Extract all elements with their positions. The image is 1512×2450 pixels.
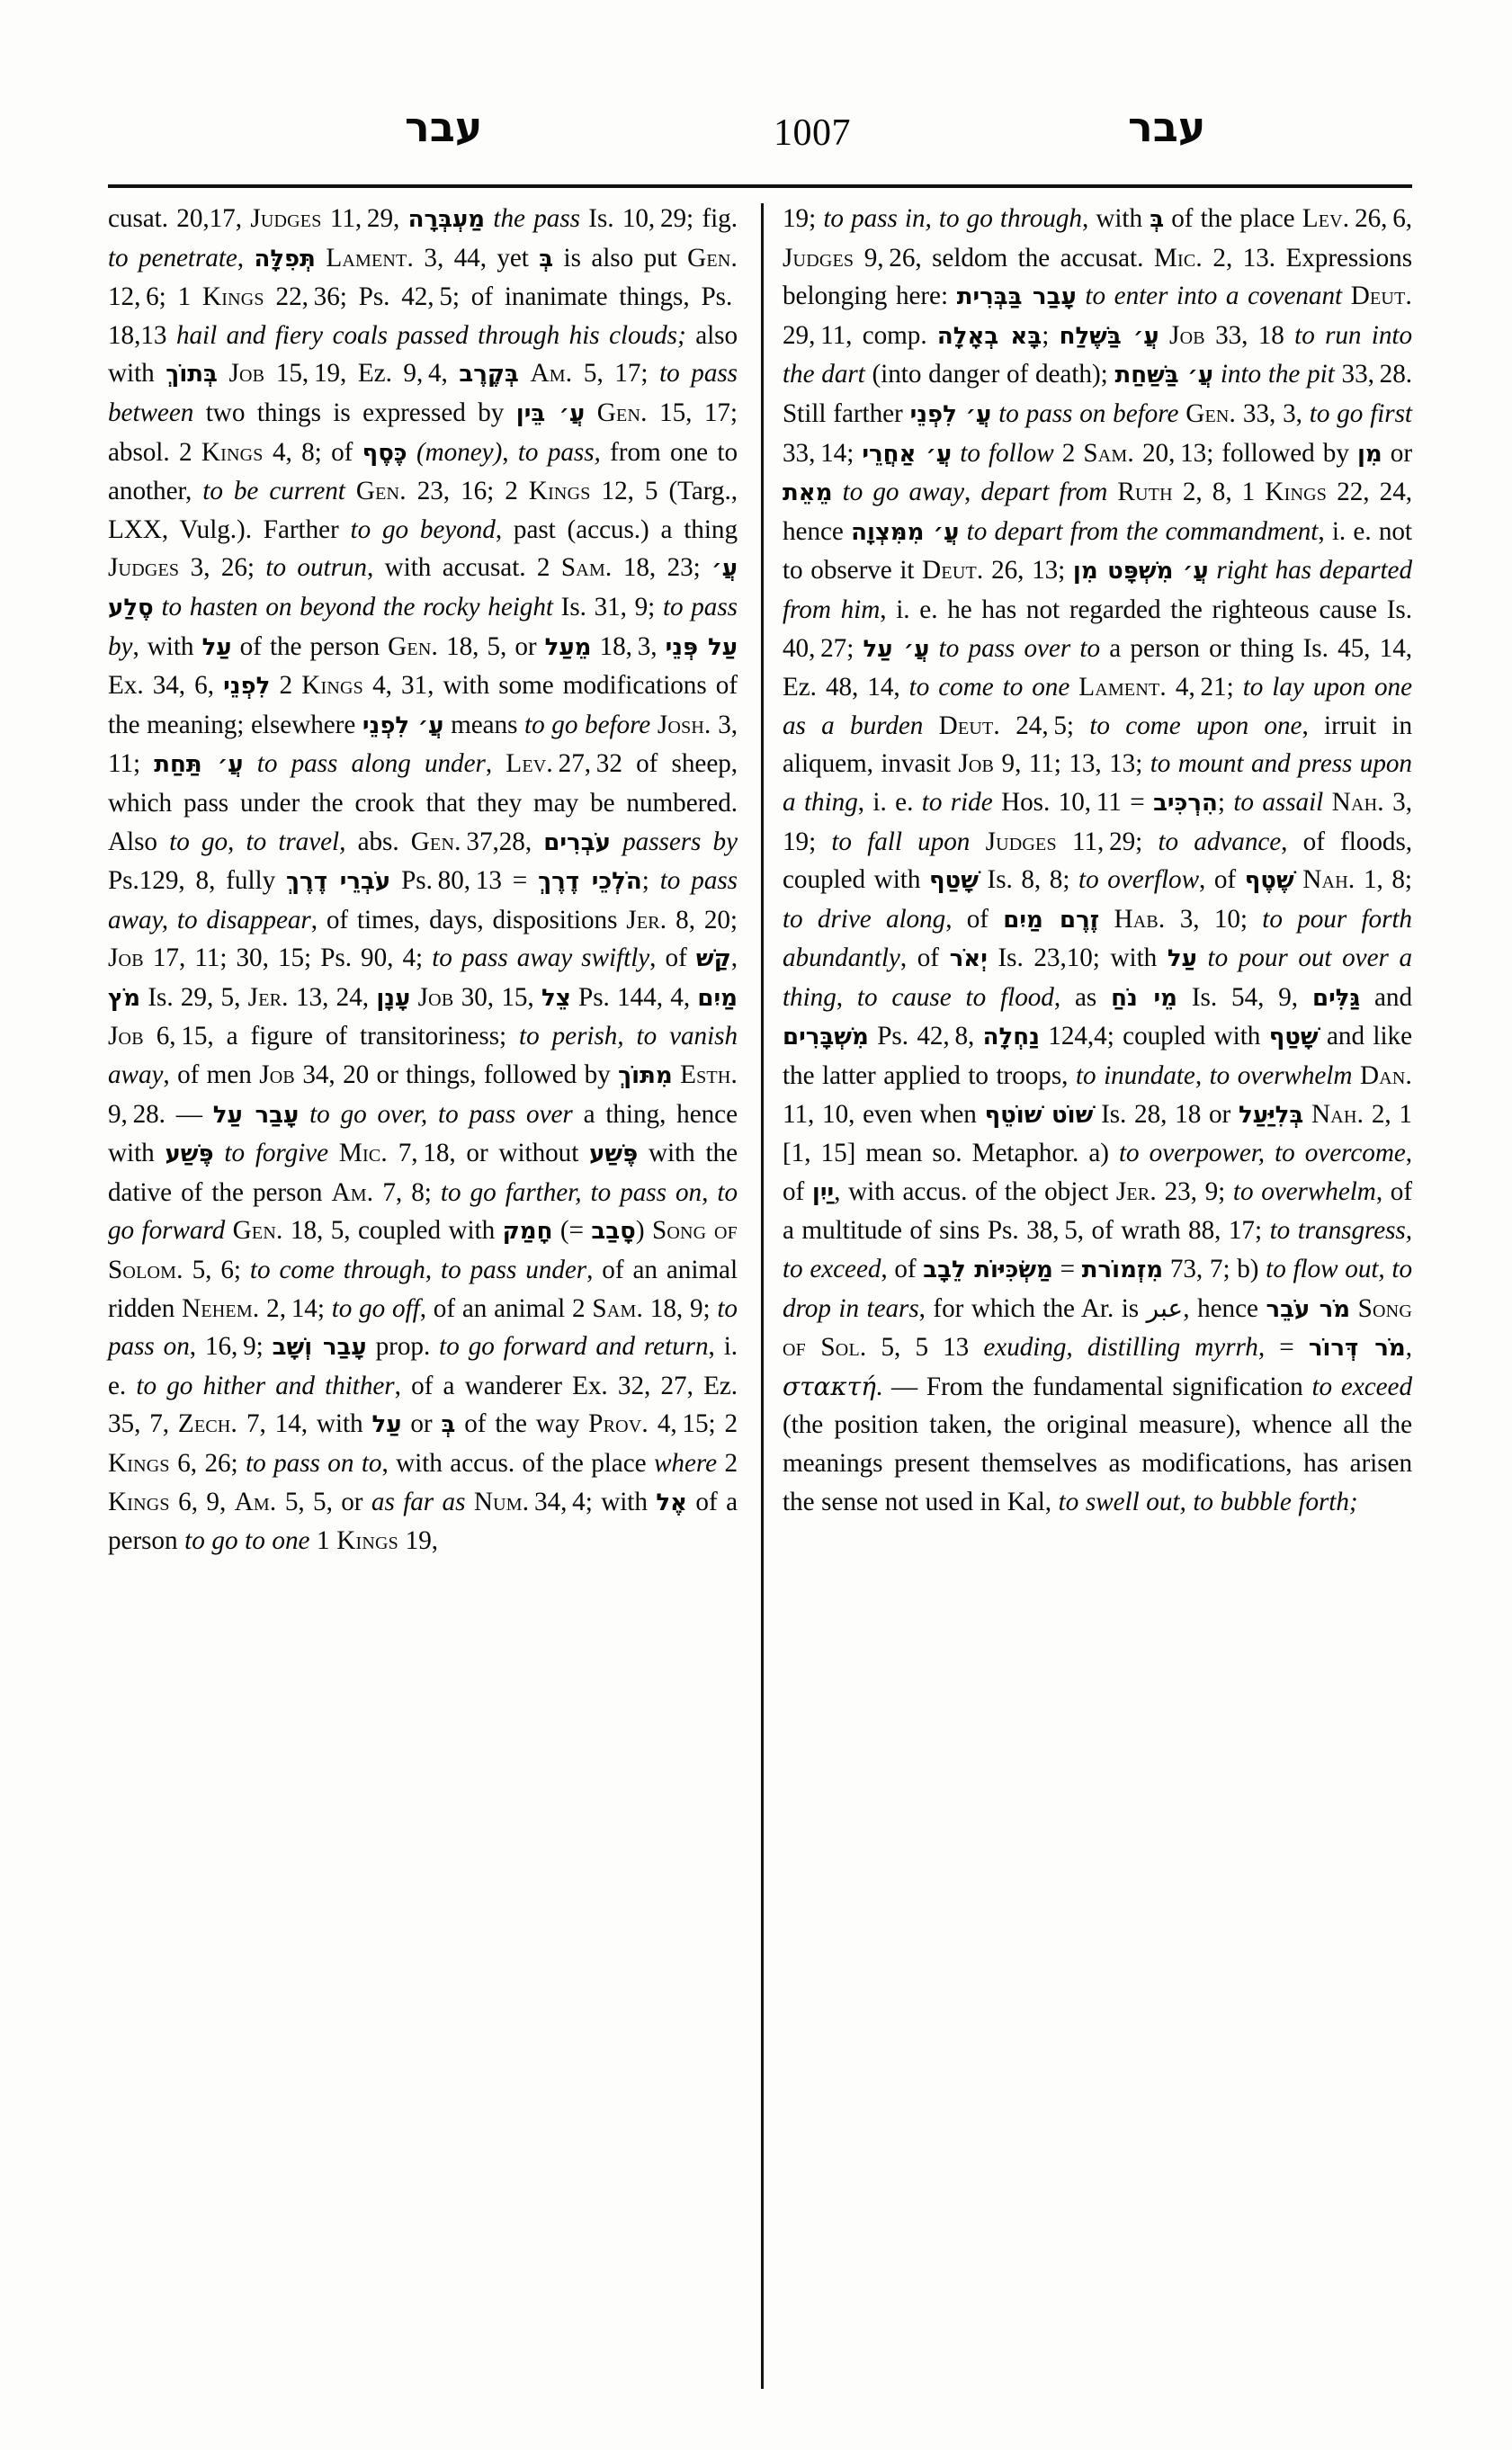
running-head-headword-right: עבר [1128,103,1206,151]
column-right [783,200,1412,1521]
page-number: 1007 [774,112,851,154]
running-head [108,103,1418,174]
column-right-text: 19; to pass in, to go through, with בְּ of the place Lev. 26, 6, Judges 9, 26, seldom the accusat. Mic. 2, 13. Expressions belonging here: עָבַר בַּבְּרִית to enter into a covenant Deut. 29, 11, comp. בָּא בְאָלָה; עֲ׳ בַּשֶּׁלַח Job 33, 18 to run into the dart (into danger of death); עֲ׳ בַּשַּׁחַת into the pit 33, 28. Still farther עֲ׳ לִפְנֵי to pass on before Gen. 33, 3, to go first 33, 14; עֲ׳ אַחֲרֵי to follow 2 Sam. 20, 13; followed by מִן or מֵאֵת to go away, depart from Ruth 2, 8, 1 Kings 22, 24, hence עֲ׳ מִמִּצְוָה to depart from the commandment, i. e. not to observe it Deut. 26, 13; עֲ׳ מִשְׁפָּט מִן right has departed from him, i. e. he has not regarded the righteous cause Is. 40, 27; עֲ׳ עַל to pass over to a person or thing Is. 45, 14, Ez. 48, 14, to come to one Lament. 4, 21; to lay upon one as a burden Deut. 24, 5; to come upon one, irruit in aliquem, invasit Job 9, 11; 13, 13; to mount and press upon a thing, i. e. to ride Hos. 10, 11 = הִרְכִּיב; to assail Nah. 3, 19; to fall upon Judges 11, 29; to advance, of floods, coupled with שָׁטַף Is. 8, 8; to overflow, of שֶׁטֶף Nah. 1, 8; to drive along, of זֶרֶם מַיִם Hab. 3, 10; to pour forth abundantly, of יְאֹר Is. 23,10; with עַל to pour out over a thing, to cause to flood, as מֵי נֹחַ Is. 54, 9, גַּלִּים and מִשְׁבָּרִים Ps. 42, 8, נַחְלָה 124,4; coupled with שָׁטַף and like the latter applied to troops, to inundate, to overwhelm Dan. 11, 10, even when שׁוֹט שׁוֹטֵף Is. 28, 18 or בְּלִיַּעַל Nah. 2, 1 [1, 15] mean so. Metaphor. a) to overpower, to overcome, of יַיִן, with accus. of the object Jer. 23, 9; to overwhelm, of a multitude of sins Ps. 38, 5, of wrath 88, 17; to transgress, to exceed, of מַשְׂכִּיּוֹת לֵבָב = מִזְמוֹרת 73, 7; b) to flow out, to drop in tears, for which the Ar. is عبر, hence מֹר עֹבֵר Song of Sol. 5, 5 13 exuding, distilling myrrh, = מֹר דְּרוֹר, στακτή. — From the fundamental signification to exceed (the position taken, the original measure), whence all the meanings present themselves as modifications, has arisen the sense not used in Kal, to swell out, to bubble forth; [783,204,1413,1516]
column-left [108,200,738,1560]
column-divider [761,203,764,2389]
column-left-text: cusat. 20,17, Judges 11, 29, מַעְבְּרָה the pass Is. 10, 29; fig. to penetrate, תְּפִלָּה Lament. 3, 44, yet בְּ is also put Gen. 12, 6; 1 Kings 22, 36; Ps. 42, 5; of inanimate things, Ps. 18,13 hail and fiery coals passed through his clouds; also with בְּתוֹךְ Job 15, 19, Ez. 9, 4, בְּקֶרֶב Am. 5, 17; to pass between two things is expressed by עֲ׳ בֵּין Gen. 15, 17; absol. 2 Kings 4, 8; of כֶּסֶף (money), to pass, from one to another, to be current Gen. 23, 16; 2 Kings 12, 5 (Targ., LXX, Vulg.). Farther to go beyond, past (accus.) a thing Judges 3, 26; to outrun, with accusat. 2 Sam. 18, 23; עֲ׳ סֶלַע to hasten on beyond the rocky height Is. 31, 9; to pass by, with עַל of the person Gen. 18, 5, or מֵעַל 18, 3, עַל פְּנֵי Ex. 34, 6, לִפְנֵי 2 Kings 4, 31, with some modifications of the meaning; elsewhere עֲ׳ לִפְנֵי means to go before Josh. 3, 11; עֲ׳ תַּחַת to pass along under, Lev. 27, 32 of sheep, which pass under the crook that they may be numbered. Also to go, to travel, abs. Gen. 37,28, עֹבְרִים passers by Ps.129, 8, fully עֹבְרֵי דֶרֶךְ Ps. 80, 13 = הֹלְכֵי דֶרֶךְ; to pass away, to disappear, of times, days, dispositions Jer. 8, 20; Job 17, 11; 30, 15; Ps. 90, 4; to pass away swiftly, of קַשׁ, מֹץ Is. 29, 5, Jer. 13, 24, עָנָן Job 30, 15, צֵל Ps. 144, 4, מַיִם Job 6, 15, a figure of transitoriness; to perish, to vanish away, of men Job 34, 20 or things, followed by מִתּוֹךְ Esth. 9, 28. — עָבַר עַל to go over, to pass over a thing, hence with פֶּשַׁע to forgive Mic. 7, 18, or without פֶּשַׁע with the dative of the person Am. 7, 8; to go farther, to pass on, to go forward Gen. 18, 5, coupled with חָמַק (= סָבַב) Song of Solom. 5, 6; to come through, to pass under, of an animal ridden Nehem. 2, 14; to go off, of an animal 2 Sam. 18, 9; to pass on, 16, 9; עָבַר וְשָׁב prop. to go forward and return, i. e. to go hither and thither, of a wanderer Ex. 32, 27, Ez. 35, 7, Zech. 7, 14, with עַל or בְּ of the way Prov. 4, 15; 2 Kings 6, 26; to pass on to, with accus. of the place where 2 Kings 6, 9, Am. 5, 5, or as far as Num. 34, 4; with אֶל of a person to go to one 1 Kings 19, [108,204,738,1556]
running-head-headword-left: עבר [405,103,483,151]
text-body [108,200,1412,2394]
header-rule [108,184,1412,188]
